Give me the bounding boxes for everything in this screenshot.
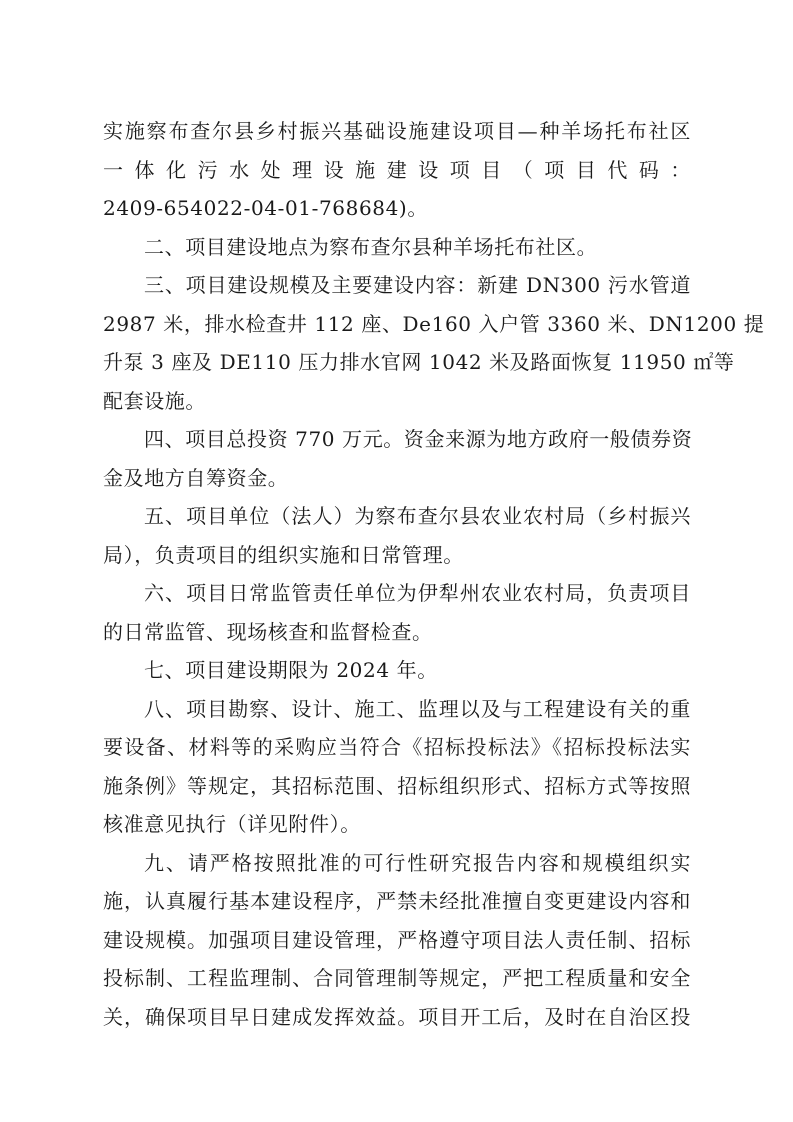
text-line: 九、请严格按照批准的可行性研究报告内容和规模组织实	[144, 850, 691, 875]
text-line: 实施察布查尔县乡村振兴基础设施建设项目—种羊场托布社区	[103, 119, 691, 143]
text-line: 施条例》等规定，其招标范围、招标组织形式、招标方式等按照	[103, 773, 691, 798]
item-5-paragraph	[103, 497, 691, 574]
text-line: 局），负责项目的组织实施和日常管理。	[103, 542, 464, 567]
text-line: 四、项目总投资 770 万元。资金来源为地方政府一般债券资	[144, 427, 693, 451]
text-line: 五、项目单位（法人）为察布查尔县农业农村局（乡村振兴	[144, 504, 691, 528]
text-line: 投标制、工程监理制、合同管理制等规定，严把工程质量和安全	[103, 966, 691, 990]
item-7-paragraph	[103, 651, 691, 690]
text-line: 七、项目建设期限为 2024 年。	[144, 658, 438, 682]
text-line: 六、项目日常监管责任单位为伊犁州农业农村局，负责项目	[144, 581, 691, 605]
text-line: 三、项目建设规模及主要建设内容：新建 DN300 污水管道	[144, 273, 691, 297]
item-6-paragraph	[103, 574, 691, 651]
text-line: 要设备、材料等的采购应当符合《招标投标法》《招标投标法实	[103, 735, 691, 759]
text-line: 建设规模。加强项目建设管理，严格遵守项目法人责任制、招标	[103, 927, 691, 952]
document-body	[103, 112, 765, 1036]
item-2-paragraph	[103, 228, 691, 267]
item-9-paragraph	[103, 844, 691, 1037]
text-line: 二、项目建设地点为察布查尔县种羊场托布社区。	[144, 234, 598, 259]
text-line: 的日常监管、现场核查和监督检查。	[103, 619, 433, 644]
intro-paragraph	[103, 112, 691, 228]
text-line: 配套设施。	[103, 388, 206, 413]
text-line: 升泵 3 座及 DE110 压力排水官网 1042 米及路面恢复 11950 ㎡等	[103, 350, 735, 374]
text-line: 核准意见执行（详见附件）。	[103, 812, 361, 836]
text-line: 一体化污水处理设施建设项目（项目代码：	[103, 157, 691, 182]
text-line: 施，认真履行基本建设程序，严禁未经批准擅自变更建设内容和	[103, 889, 691, 913]
text-line: 八、项目勘察、设计、施工、监理以及与工程建设有关的重	[144, 696, 691, 721]
item-3-paragraph	[103, 266, 765, 420]
text-line: 金及地方自筹资金。	[103, 465, 289, 490]
text-line: 关，确保项目早日建成发挥效益。项目开工后，及时在自治区投	[103, 1004, 691, 1029]
item-4-paragraph	[103, 420, 691, 497]
text-line: 2409-654022-04-01-768684)。	[103, 196, 428, 220]
item-8-paragraph	[103, 690, 691, 844]
text-line: 2987 米，排水检查井 112 座、De160 入户管 3360 米、DN1200 提	[103, 311, 765, 336]
